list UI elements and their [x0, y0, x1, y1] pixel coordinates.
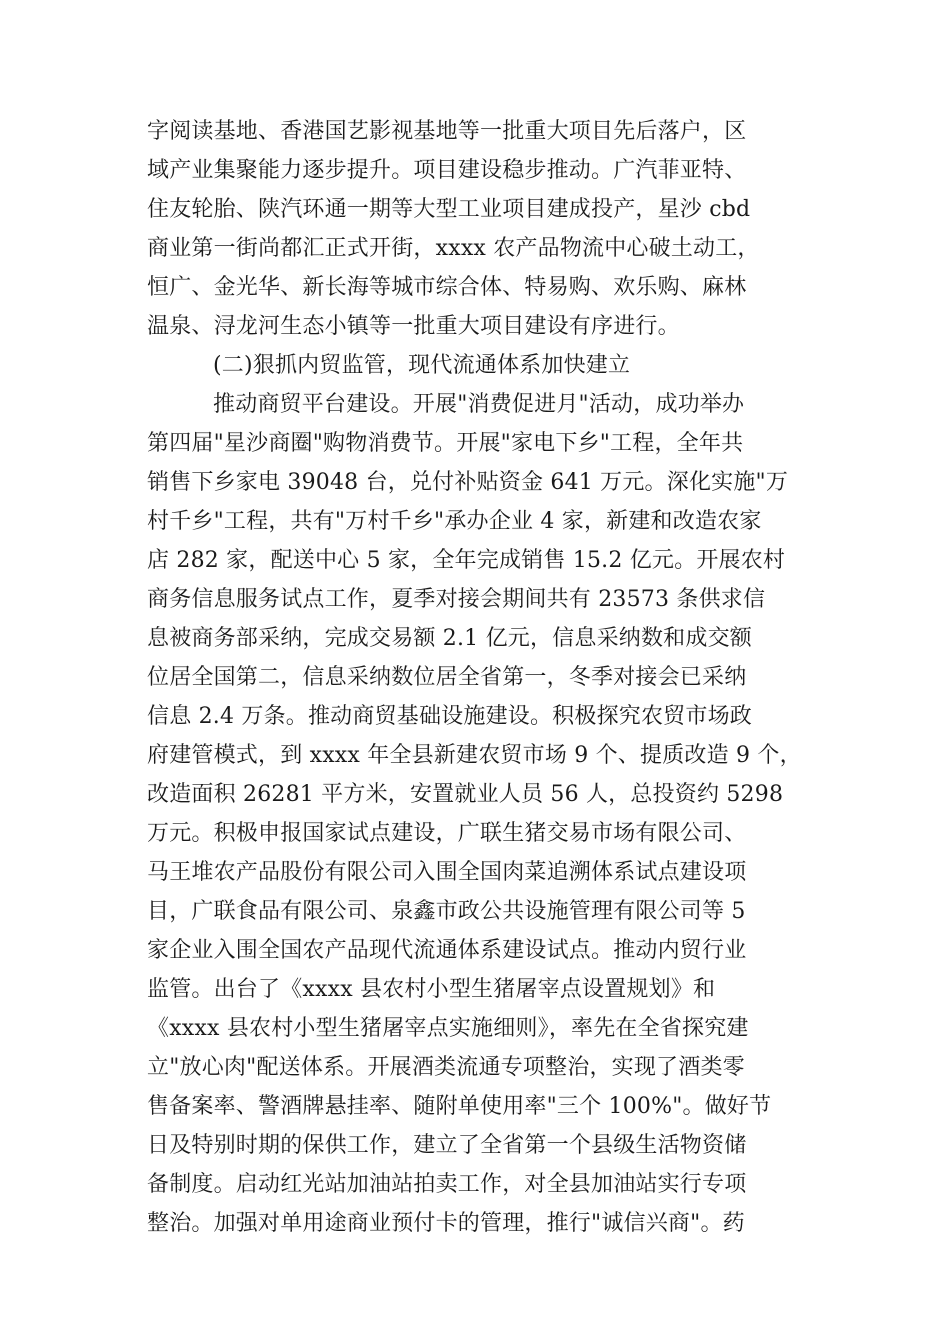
body-line-28: 备制度。启动红光站加油站拍卖工作，对全县加油站实行专项 — [147, 1172, 747, 1197]
body-line-17: 府建管模式，到 xxxx 年全县新建农贸市场 9 个、提质改造 9 个， — [147, 743, 802, 768]
body-line-18: 改造面积 26281 平方米，安置就业人员 56 人，总投资约 5298 — [147, 782, 784, 807]
body-line-6: 温泉、浔龙河生态小镇等一批重大项目建设有序进行。 — [147, 314, 680, 339]
body-line-12: 店 282 家，配送中心 5 家，全年完成销售 15.2 亿元。开展农村 — [147, 548, 786, 573]
body-line-3: 住友轮胎、陕汽环通一期等大型工业项目建成投产，星沙 cbd — [147, 197, 751, 222]
body-line-26: 售备案率、警酒牌悬挂率、随附单使用率"三个 100%"。做好节 — [147, 1094, 772, 1119]
body-line-25: 立"放心肉"配送体系。开展酒类流通专项整治，实现了酒类零 — [147, 1055, 745, 1080]
body-line-29: 整治。加强对单用途商业预付卡的管理，推行"诚信兴商"。药 — [147, 1211, 745, 1236]
body-line-10: 销售下乡家电 39048 台，兑付补贴资金 641 万元。深化实施"万 — [147, 470, 789, 495]
body-line-27: 日及特别时期的保供工作，建立了全省第一个县级生活物资储 — [147, 1133, 747, 1158]
section-heading: (二)狠抓内贸监管，现代流通体系加快建立 — [213, 353, 631, 378]
body-line-4: 商业第一街尚都汇正式开街，xxxx 农产品物流中心破土动工， — [147, 236, 760, 261]
body-line-9: 第四届"星沙商圈"购物消费节。开展"家电下乡"工程，全年共 — [147, 431, 744, 456]
body-line-22: 家企业入围全国农产品现代流通体系建设试点。推动内贸行业 — [147, 938, 747, 963]
body-line-5: 恒广、金光华、新长海等城市综合体、特易购、欢乐购、麻林 — [147, 275, 747, 300]
body-line-21: 目，广联食品有限公司、泉鑫市政公共设施管理有限公司等 5 — [147, 899, 746, 924]
body-line-20: 马王堆农产品股份有限公司入围全国肉菜追溯体系试点建设项 — [147, 860, 747, 885]
body-line-13: 商务信息服务试点工作，夏季对接会期间共有 23573 条供求信 — [147, 587, 766, 612]
body-line-16: 信息 2.4 万条。推动商贸基础设施建设。积极探究农贸市场政 — [147, 704, 752, 729]
body-line-2: 域产业集聚能力逐步提升。项目建设稳步推动。广汽菲亚特、 — [147, 158, 747, 183]
body-line-1: 字阅读基地、香港国艺影视基地等一批重大项目先后落户，区 — [147, 119, 747, 144]
body-line-23: 监管。出台了《xxxx 县农村小型生猪屠宰点设置规划》和 — [147, 977, 716, 1002]
body-line-24: 《xxxx 县农村小型生猪屠宰点实施细则》，率先在全省探究建 — [147, 1016, 749, 1041]
body-line-15: 位居全国第二，信息采纳数位居全省第一，冬季对接会已采纳 — [147, 665, 747, 690]
body-line-8: 推动商贸平台建设。开展"消费促进月"活动，成功举办 — [213, 392, 745, 417]
body-line-14: 息被商务部采纳，完成交易额 2.1 亿元，信息采纳数和成交额 — [147, 626, 752, 651]
body-line-11: 村千乡"工程，共有"万村千乡"承办企业 4 家，新建和改造农家 — [147, 509, 762, 534]
body-line-19: 万元。积极申报国家试点建设，广联生猪交易市场有限公司、 — [147, 821, 747, 846]
